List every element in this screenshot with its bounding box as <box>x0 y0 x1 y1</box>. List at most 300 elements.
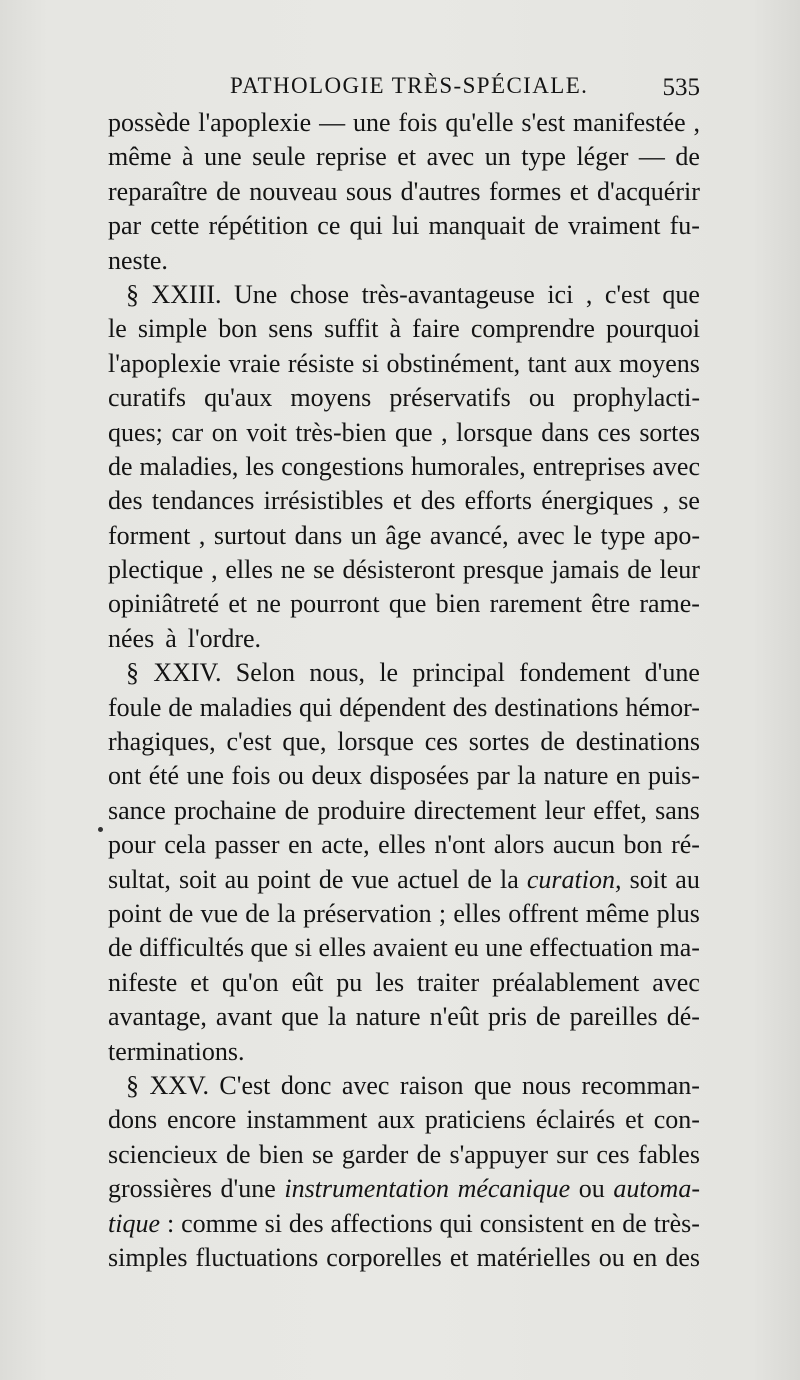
word: effet, <box>593 795 647 825</box>
word: humorales, <box>411 451 526 481</box>
text-line <box>108 794 700 828</box>
word: ma- <box>659 933 700 963</box>
word: disposées <box>369 761 470 791</box>
word: une <box>485 933 523 963</box>
word: aucun <box>552 830 615 860</box>
word: faire <box>412 314 460 344</box>
word: XXV. <box>149 1070 209 1100</box>
word: très-bien <box>295 417 387 447</box>
text-line <box>108 1207 700 1241</box>
word: à <box>389 314 402 344</box>
text-line <box>108 828 700 862</box>
word: ou <box>277 761 304 791</box>
word: tant <box>527 348 567 378</box>
text-line <box>108 553 700 587</box>
word: entreprises <box>532 451 646 481</box>
word: opiniâtreté <box>108 589 220 619</box>
word: aux <box>377 1105 415 1135</box>
word: d'autres <box>400 176 481 206</box>
word: fois <box>231 761 271 791</box>
word: âge <box>385 520 422 550</box>
word: un <box>484 142 511 172</box>
word: des <box>108 486 143 516</box>
word: en <box>590 1208 616 1238</box>
word: comme <box>181 1208 258 1238</box>
word: une <box>204 142 242 172</box>
text-line <box>108 897 700 931</box>
word: type <box>521 142 566 172</box>
word: les <box>375 967 405 997</box>
word: très-avantageuse <box>361 279 535 309</box>
word: surtout <box>213 520 287 550</box>
word: voit <box>246 417 287 447</box>
word: si <box>264 1208 282 1238</box>
text-line <box>108 519 700 553</box>
running-head <box>108 66 700 106</box>
word: ici <box>547 279 574 309</box>
word: d'acquérir <box>597 176 700 206</box>
word: directement <box>413 795 537 825</box>
word: et <box>569 176 589 206</box>
word: manifestée <box>573 108 686 137</box>
word: avec <box>517 520 565 550</box>
word: fu- <box>669 211 700 241</box>
word: comprendre <box>470 314 595 344</box>
word: la <box>517 761 537 791</box>
word: difficultés <box>139 933 245 963</box>
word: congestions <box>281 451 405 481</box>
word: ne <box>256 589 281 619</box>
text-line <box>108 244 700 278</box>
word: sortes <box>468 727 530 757</box>
word: elles <box>453 898 502 928</box>
word: avec <box>652 451 700 481</box>
word: ; <box>438 898 447 928</box>
word: préservatifs <box>389 383 511 413</box>
word: nées <box>108 623 155 653</box>
text-line <box>108 691 700 725</box>
word: l'apoplexie <box>198 108 312 137</box>
word: avec <box>426 142 475 172</box>
word: et <box>392 486 412 516</box>
word: la <box>277 898 296 928</box>
word: très- <box>653 1208 700 1238</box>
word: cette <box>150 211 200 241</box>
word: puis- <box>647 761 700 791</box>
word: C'est <box>219 1070 271 1100</box>
word: au <box>224 864 250 894</box>
word: elles <box>318 933 367 963</box>
word: produire <box>317 795 406 825</box>
word: nifeste <box>108 967 178 997</box>
word: même <box>585 898 650 928</box>
text-line <box>108 209 700 243</box>
word: ces <box>597 417 631 447</box>
word: ques; <box>108 417 163 447</box>
word: tique <box>108 1208 160 1238</box>
word: sens <box>268 314 314 344</box>
word: principal <box>412 658 505 688</box>
word: que, <box>282 727 327 757</box>
text-line <box>108 725 700 759</box>
word: le <box>573 520 592 550</box>
word: obstinément, <box>386 348 521 378</box>
word: deux <box>311 761 362 791</box>
word: recomman- <box>581 1070 700 1100</box>
word: ou <box>598 1242 625 1272</box>
word: simple <box>137 314 208 344</box>
word: d'une <box>644 658 700 688</box>
word: fluctuations <box>195 1242 319 1272</box>
word: , <box>198 520 206 550</box>
word: reprise <box>316 142 387 172</box>
word: suffit <box>324 314 379 344</box>
word: répétition <box>208 211 309 241</box>
word: formes <box>488 176 562 206</box>
word: consistent <box>479 1208 584 1238</box>
word: XXIII. <box>151 279 222 309</box>
word: instamment <box>246 1105 368 1135</box>
word: les <box>245 451 275 481</box>
word: leur <box>659 555 700 585</box>
word: ré- <box>671 830 700 860</box>
word: même <box>108 142 172 172</box>
word: pour <box>108 830 156 860</box>
word: lui <box>391 211 420 241</box>
word: sous <box>345 176 393 206</box>
text-line <box>108 1172 700 1206</box>
word: l'ordre. <box>187 623 262 653</box>
word: plus <box>656 898 700 928</box>
text-line <box>108 863 700 897</box>
word: vue <box>351 864 390 894</box>
word: reparaître <box>108 176 208 206</box>
word: ont <box>108 761 142 791</box>
word: des <box>288 1208 324 1238</box>
text-line <box>108 347 700 381</box>
word: le <box>379 658 399 688</box>
word: car <box>171 417 204 447</box>
word: matérielles <box>476 1242 591 1272</box>
word: ces <box>424 727 458 757</box>
word: prochaine <box>173 795 277 825</box>
word: sortes <box>639 417 700 447</box>
word: si <box>294 933 312 963</box>
word: avant <box>215 1002 273 1032</box>
body-text <box>108 106 700 1275</box>
word: nature <box>543 761 609 791</box>
word: point <box>108 898 162 928</box>
word: efforts <box>464 486 532 516</box>
word: de <box>168 692 193 722</box>
word: mécanique <box>457 1174 571 1204</box>
word: se <box>313 555 335 585</box>
text-line <box>108 381 700 415</box>
word: , <box>585 279 593 309</box>
word: dans <box>294 520 343 550</box>
word: ne <box>280 555 306 585</box>
word: hémor- <box>625 692 700 722</box>
text-line <box>108 1241 700 1275</box>
word: possède <box>108 108 191 137</box>
word: raison <box>399 1070 464 1100</box>
word: aux <box>574 348 612 378</box>
word: actuel <box>397 864 460 894</box>
text-line <box>108 759 700 793</box>
word: l'apoplexie <box>108 348 221 378</box>
word: qui <box>349 211 383 241</box>
word: éclairés <box>535 1105 616 1135</box>
word: , <box>662 486 670 516</box>
word: avancé, <box>429 520 509 550</box>
word: apo- <box>653 520 700 550</box>
page-title: PATHOLOGIE TRÈS-SPÉCIALE. <box>230 73 589 98</box>
word: et <box>228 589 248 619</box>
word: de <box>534 211 559 241</box>
word: soit <box>629 864 668 894</box>
word: vue <box>200 898 239 928</box>
word: seule <box>252 142 306 172</box>
word: pourquoi <box>606 314 700 344</box>
word: § <box>126 279 139 309</box>
word: rarement <box>489 589 582 619</box>
word: bon <box>623 830 663 860</box>
word: vraie <box>228 348 281 378</box>
text-line <box>108 312 700 346</box>
word: à <box>182 142 194 172</box>
text-line <box>108 278 700 312</box>
word: c'est <box>226 727 272 757</box>
word: pareilles <box>569 1002 658 1032</box>
word: s'est <box>521 108 566 137</box>
word: des <box>665 1242 700 1272</box>
word: se <box>678 486 700 516</box>
word: nature <box>355 1002 421 1032</box>
word: jamais <box>551 555 620 585</box>
word: de <box>416 1139 442 1169</box>
word: de <box>216 176 241 206</box>
word: qui <box>439 1208 473 1238</box>
word: de <box>108 933 133 963</box>
word: Une <box>234 279 278 309</box>
word: eu <box>454 933 479 963</box>
text-line <box>108 106 700 140</box>
word: une <box>352 108 391 137</box>
word: le <box>108 314 127 344</box>
word: soit <box>178 864 217 894</box>
word: préservation <box>303 898 432 928</box>
word: la <box>500 864 519 894</box>
word: corporelles <box>326 1242 442 1272</box>
word: au <box>675 864 700 894</box>
word: instrumentation <box>284 1174 450 1204</box>
word: qu'aux <box>204 383 273 413</box>
word: automa- <box>613 1174 700 1204</box>
word: et <box>449 1242 469 1272</box>
word: nous, <box>309 658 365 688</box>
word: grossières <box>108 1174 212 1204</box>
word: lorsque <box>337 727 414 757</box>
word: se <box>311 1139 334 1169</box>
word: curation, <box>526 864 622 894</box>
word: avec <box>652 967 700 997</box>
word: à <box>165 623 177 653</box>
word: énergiques <box>541 486 654 516</box>
word: pu <box>336 967 363 997</box>
word: été <box>148 761 180 791</box>
word: fables <box>637 1139 700 1169</box>
word: sultat, <box>108 864 171 894</box>
word: et <box>190 967 210 997</box>
word: une <box>186 761 225 791</box>
word: maladies, <box>139 451 239 481</box>
word: sciencieux <box>108 1139 218 1169</box>
word: que <box>394 417 433 447</box>
word: plectique <box>108 555 204 585</box>
word: destinations <box>494 692 619 722</box>
word: que <box>473 1070 512 1100</box>
word: eût <box>291 967 324 997</box>
word: — <box>638 142 665 172</box>
word: d'une <box>220 1174 276 1204</box>
word: si <box>361 348 380 378</box>
word: type <box>600 520 646 550</box>
word: de <box>675 142 700 172</box>
word: qu'on <box>221 967 279 997</box>
word: , <box>693 108 700 137</box>
word: nouveau <box>249 176 338 206</box>
word: de <box>284 795 310 825</box>
word: chose <box>289 279 350 309</box>
word: manquait <box>428 211 526 241</box>
text-line <box>108 587 700 621</box>
word: avaient <box>372 933 448 963</box>
word: affections <box>330 1208 433 1238</box>
word: de <box>318 864 344 894</box>
word: moyens <box>290 383 372 413</box>
word: la <box>327 1002 347 1032</box>
word: § <box>126 1070 139 1100</box>
text-line <box>108 656 700 690</box>
word: offrent <box>508 898 579 928</box>
text-line <box>108 484 700 518</box>
word: de <box>108 451 133 481</box>
word: de <box>245 898 270 928</box>
word: n'ont <box>434 830 486 860</box>
word: bien <box>435 589 481 619</box>
word: de <box>536 1002 561 1032</box>
word: s'appuyer <box>449 1139 548 1169</box>
word: vraiment <box>568 211 661 241</box>
text-line <box>108 1035 700 1069</box>
word: forment <box>108 520 191 550</box>
word: avantage, <box>108 1002 207 1032</box>
word: rame- <box>639 589 700 619</box>
word: de <box>627 555 652 585</box>
text-line <box>108 416 700 450</box>
word: pris <box>488 1002 528 1032</box>
word: , <box>211 555 218 585</box>
word: fondement <box>519 658 631 688</box>
word: n'eût <box>429 1002 480 1032</box>
word: avec <box>341 1070 390 1100</box>
word: par <box>476 761 510 791</box>
text-line <box>108 966 700 1000</box>
word: en <box>615 761 641 791</box>
word: de <box>168 898 194 928</box>
word: préalablement <box>492 967 640 997</box>
word: Selon <box>235 658 296 688</box>
text-line <box>108 1103 700 1137</box>
word: effectuation <box>529 933 654 963</box>
word: des <box>452 692 488 722</box>
word: lorsque <box>456 417 533 447</box>
word: nous <box>521 1070 572 1100</box>
word: : <box>166 1208 175 1238</box>
word: résiste <box>287 348 355 378</box>
word: de <box>540 727 565 757</box>
word: sur <box>556 1139 589 1169</box>
page-number: 535 <box>662 74 700 101</box>
word: pourront <box>290 589 380 619</box>
word: par <box>108 211 142 241</box>
word: dans <box>541 417 589 447</box>
word: de <box>467 864 492 894</box>
word: que <box>662 279 700 309</box>
word: maladies <box>199 692 293 722</box>
word: alors <box>493 830 545 860</box>
text-line <box>108 175 700 209</box>
word: désisteront <box>342 555 456 585</box>
word: et <box>625 1105 644 1135</box>
word: sance <box>108 795 166 825</box>
word: fois <box>398 108 438 137</box>
word: praticiens <box>424 1105 526 1135</box>
text-line <box>108 1138 700 1172</box>
word: presque <box>462 555 544 585</box>
word: prophylacti- <box>572 383 700 413</box>
word: leur <box>544 795 586 825</box>
word: cela <box>164 830 207 860</box>
word: elles <box>225 555 273 585</box>
word: moyens <box>619 348 700 378</box>
word: et <box>397 142 417 172</box>
word: un <box>350 520 377 550</box>
word: on <box>211 417 238 447</box>
word: ou <box>578 1174 605 1204</box>
word: donc <box>280 1070 332 1100</box>
word: ou <box>528 383 555 413</box>
word: tendances <box>151 486 255 516</box>
word: de <box>622 1208 647 1238</box>
word: simples <box>108 1242 188 1272</box>
text-line <box>108 931 700 965</box>
word: dépendent <box>339 692 446 722</box>
word: qui <box>298 692 333 722</box>
word: que <box>388 589 427 619</box>
text-line <box>108 450 700 484</box>
word: XXIV. <box>153 658 222 688</box>
margin-mark <box>98 827 103 832</box>
word: dons <box>108 1105 158 1135</box>
word: irrésistibles <box>263 486 384 516</box>
word: encore <box>167 1105 237 1135</box>
word: con- <box>653 1105 700 1135</box>
word: bon <box>218 314 258 344</box>
word: c'est <box>604 279 650 309</box>
word: en <box>632 1242 658 1272</box>
word: point <box>257 864 311 894</box>
